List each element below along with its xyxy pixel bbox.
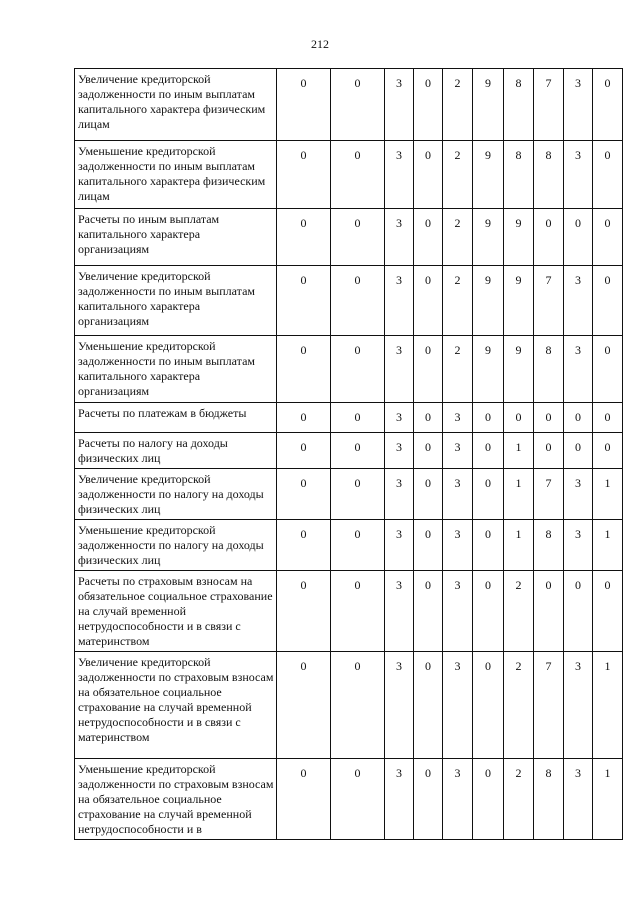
code-digit-cell: 0 (331, 69, 385, 141)
table-row (75, 469, 623, 520)
table-row (75, 520, 623, 571)
code-digit-cell: 0 (534, 209, 564, 266)
table-row (75, 759, 623, 840)
code-digit-cell: 2 (504, 571, 534, 652)
code-digit-cell: 0 (331, 433, 385, 469)
code-digit-cell: 0 (277, 433, 331, 469)
row-label: Уменьшение кредиторской задолженности по иным выплатам капитального характера физическим лицам (75, 141, 277, 209)
code-digit-cell: 3 (385, 266, 414, 336)
code-digit-cell: 7 (534, 469, 564, 520)
code-digit-cell: 2 (443, 266, 473, 336)
code-digit-cell: 0 (414, 469, 443, 520)
code-digit-cell: 8 (534, 336, 564, 403)
code-digit-cell: 0 (277, 141, 331, 209)
code-digit-cell: 7 (534, 69, 564, 141)
code-digit-cell: 0 (414, 652, 443, 759)
code-digit-cell: 0 (414, 403, 443, 433)
table-row (75, 336, 623, 403)
code-digit-cell: 0 (277, 209, 331, 266)
code-digit-cell: 9 (473, 336, 504, 403)
code-digit-cell: 0 (564, 571, 593, 652)
code-digit-cell: 0 (473, 469, 504, 520)
code-digit-cell: 0 (564, 209, 593, 266)
code-digit-cell: 0 (593, 69, 623, 141)
code-digit-cell: 0 (414, 266, 443, 336)
code-digit-cell: 0 (331, 469, 385, 520)
code-digit-cell: 0 (331, 336, 385, 403)
code-digit-cell: 3 (385, 141, 414, 209)
code-digit-cell: 0 (593, 336, 623, 403)
code-digit-cell: 9 (473, 266, 504, 336)
code-digit-cell: 3 (564, 266, 593, 336)
code-digit-cell: 0 (473, 759, 504, 840)
code-digit-cell: 3 (385, 652, 414, 759)
code-digit-cell: 9 (473, 69, 504, 141)
code-digit-cell: 9 (504, 209, 534, 266)
row-label: Увеличение кредиторской задолженности по иным выплатам капитального характера физическим лицам (75, 69, 277, 141)
code-digit-cell: 0 (593, 571, 623, 652)
code-digit-cell: 3 (443, 571, 473, 652)
code-digit-cell: 0 (277, 69, 331, 141)
code-digit-cell: 3 (564, 469, 593, 520)
code-digit-cell: 3 (564, 652, 593, 759)
code-digit-cell: 0 (277, 652, 331, 759)
table-row (75, 209, 623, 266)
table-row (75, 571, 623, 652)
code-digit-cell: 0 (331, 141, 385, 209)
code-digit-cell: 0 (534, 433, 564, 469)
code-digit-cell: 0 (564, 403, 593, 433)
code-digit-cell: 3 (385, 469, 414, 520)
code-digit-cell: 0 (534, 403, 564, 433)
code-digit-cell: 0 (414, 69, 443, 141)
code-digit-cell: 3 (385, 403, 414, 433)
code-digit-cell: 0 (414, 433, 443, 469)
code-digit-cell: 0 (504, 403, 534, 433)
code-digit-cell: 0 (473, 403, 504, 433)
code-digit-cell: 3 (443, 520, 473, 571)
table-row (75, 652, 623, 759)
code-digit-cell: 0 (277, 403, 331, 433)
table-row (75, 141, 623, 209)
code-digit-cell: 0 (277, 336, 331, 403)
code-digit-cell: 0 (473, 520, 504, 571)
code-digit-cell: 0 (414, 571, 443, 652)
code-digit-cell: 3 (385, 69, 414, 141)
code-digit-cell: 3 (564, 759, 593, 840)
code-digit-cell: 1 (504, 520, 534, 571)
table-row (75, 69, 623, 141)
code-digit-cell: 0 (593, 403, 623, 433)
code-digit-cell: 0 (414, 520, 443, 571)
row-label: Увеличение кредиторской задолженности по страховым взносам на обязательное социальное страхование на случай временной нетрудоспособности и в связи с материнством (75, 652, 277, 759)
code-digit-cell: 0 (473, 433, 504, 469)
code-digit-cell: 0 (414, 141, 443, 209)
row-label: Расчеты по налогу на доходы физических лиц (75, 433, 277, 469)
code-digit-cell: 2 (443, 209, 473, 266)
code-digit-cell: 8 (504, 141, 534, 209)
row-label: Уменьшение кредиторской задолженности по страховым взносам на обязательное социальное страхование на случай временной нетрудоспособности и в (75, 759, 277, 840)
code-digit-cell: 0 (534, 571, 564, 652)
code-digit-cell: 0 (277, 520, 331, 571)
code-digit-cell: 3 (443, 652, 473, 759)
code-digit-cell: 0 (473, 652, 504, 759)
code-digit-cell: 1 (593, 759, 623, 840)
code-digit-cell: 3 (443, 469, 473, 520)
table-row (75, 403, 623, 433)
code-digit-cell: 1 (593, 469, 623, 520)
code-digit-cell: 0 (277, 571, 331, 652)
code-digit-cell: 0 (277, 759, 331, 840)
code-digit-cell: 0 (331, 571, 385, 652)
code-digit-cell: 3 (564, 520, 593, 571)
row-label: Расчеты по страховым взносам на обязательное социальное страхование на случай временной нетрудоспособности и в связи с материнством (75, 571, 277, 652)
table-row (75, 266, 623, 336)
code-digit-cell: 0 (564, 433, 593, 469)
page-number: 212 (311, 37, 329, 51)
account-codes-table (74, 68, 623, 840)
code-digit-cell: 8 (534, 141, 564, 209)
code-digit-cell: 0 (593, 141, 623, 209)
code-digit-cell: 3 (385, 571, 414, 652)
code-digit-cell: 8 (504, 69, 534, 141)
code-digit-cell: 0 (414, 336, 443, 403)
row-label: Уменьшение кредиторской задолженности по налогу на доходы физических лиц (75, 520, 277, 571)
code-digit-cell: 2 (443, 69, 473, 141)
row-label: Увеличение кредиторской задолженности по иным выплатам капитального характера организациям (75, 266, 277, 336)
code-digit-cell: 3 (564, 141, 593, 209)
code-digit-cell: 3 (443, 759, 473, 840)
code-digit-cell: 9 (473, 209, 504, 266)
code-digit-cell: 1 (593, 652, 623, 759)
code-digit-cell: 0 (331, 403, 385, 433)
code-digit-cell: 8 (534, 759, 564, 840)
row-label: Увеличение кредиторской задолженности по налогу на доходы физических лиц (75, 469, 277, 520)
code-digit-cell: 8 (534, 520, 564, 571)
code-digit-cell: 0 (473, 571, 504, 652)
code-digit-cell: 2 (504, 759, 534, 840)
code-digit-cell: 0 (277, 266, 331, 336)
code-digit-cell: 7 (534, 266, 564, 336)
code-digit-cell: 0 (414, 759, 443, 840)
code-digit-cell: 3 (443, 433, 473, 469)
code-digit-cell: 0 (593, 266, 623, 336)
code-digit-cell: 3 (564, 336, 593, 403)
code-digit-cell: 0 (414, 209, 443, 266)
code-digit-cell: 3 (564, 69, 593, 141)
table-row (75, 433, 623, 469)
code-digit-cell: 3 (443, 403, 473, 433)
code-digit-cell: 0 (277, 469, 331, 520)
code-digit-cell: 0 (331, 759, 385, 840)
code-digit-cell: 2 (504, 652, 534, 759)
code-digit-cell: 3 (385, 759, 414, 840)
code-digit-cell: 3 (385, 336, 414, 403)
code-digit-cell: 7 (534, 652, 564, 759)
row-label: Расчеты по платежам в бюджеты (75, 403, 277, 433)
code-digit-cell: 1 (593, 520, 623, 571)
code-digit-cell: 2 (443, 141, 473, 209)
code-digit-cell: 0 (593, 433, 623, 469)
code-digit-cell: 0 (331, 209, 385, 266)
code-digit-cell: 3 (385, 520, 414, 571)
code-digit-cell: 3 (385, 433, 414, 469)
code-digit-cell: 0 (331, 652, 385, 759)
code-digit-cell: 2 (443, 336, 473, 403)
code-digit-cell: 0 (331, 520, 385, 571)
code-digit-cell: 9 (473, 141, 504, 209)
code-digit-cell: 0 (593, 209, 623, 266)
table-body (75, 69, 623, 840)
row-label: Уменьшение кредиторской задолженности по иным выплатам капитального характера организациям (75, 336, 277, 403)
code-digit-cell: 9 (504, 266, 534, 336)
code-digit-cell: 1 (504, 469, 534, 520)
row-label: Расчеты по иным выплатам капитального характера организациям (75, 209, 277, 266)
code-digit-cell: 1 (504, 433, 534, 469)
code-digit-cell: 9 (504, 336, 534, 403)
code-digit-cell: 3 (385, 209, 414, 266)
code-digit-cell: 0 (331, 266, 385, 336)
